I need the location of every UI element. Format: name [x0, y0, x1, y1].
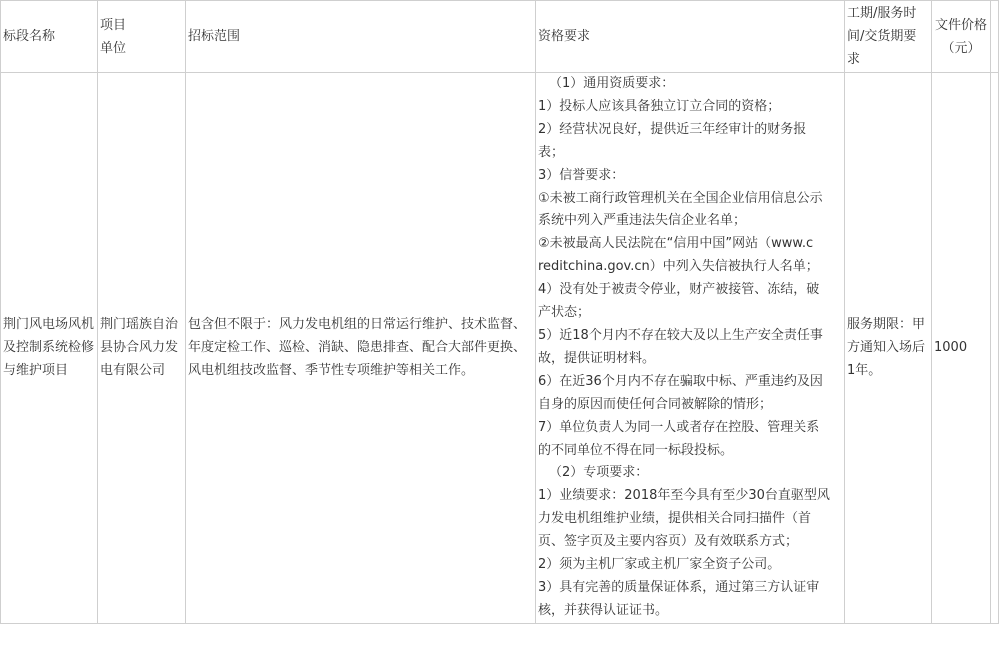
qualification-line: reditchina.gov.cn）中列入失信被执行人名单； [538, 259, 819, 275]
qualification-line: 力发电机组维护业绩，提供相关合同扫描件（首 [538, 511, 812, 527]
qualification-line: 3）信誉要求： [538, 167, 625, 183]
qualification-line: 故，提供证明材料。 [538, 350, 656, 366]
qualification-line: 核，并获得认证证书。 [538, 602, 669, 618]
header-project-unit: 项目 单位 [98, 1, 186, 73]
cell-blank [991, 73, 999, 624]
qualification-line: 4）没有处于被责令停业，财产被接管、冻结，破 [538, 282, 820, 298]
cell-section-name: 荆门风电场风机及控制系统检修与维护项目 [1, 73, 98, 624]
header-blank [991, 1, 999, 73]
qualification-line: ②未被最高人民法院在“信用中国”网站（www.c [538, 236, 814, 252]
cell-project-unit: 荆门瑶族自治县协合风力发电有限公司 [98, 73, 186, 624]
header-scope: 招标范围 [186, 1, 536, 73]
qualification-line: 产状态； [538, 305, 591, 321]
qualification-line: （2）专项要求： [549, 465, 649, 481]
qualification-line: 2）经营状况良好，提供近三年经审计的财务报 [538, 121, 807, 137]
qualification-line: 系统中列入严重违法失信企业名单； [538, 213, 747, 229]
qualification-line: 的不同单位不得在同一标段投标。 [538, 442, 734, 458]
qualification-line: 7）单位负责人为同一人或者存在控股、管理关系 [538, 419, 820, 435]
qualification-line: 3）具有完善的质量保证体系，通过第三方认证审 [538, 579, 820, 595]
cell-scope: 包含但不限于：风力发电机组的日常运行维护、技术监督、年度定检工作、巡检、消缺、隐患排查、配合大部件更换、风电机组技改监督、季节性专项维护等相关工作。 [186, 73, 536, 624]
cell-qualification [536, 73, 845, 624]
qualification-line: 1）投标人应该具备独立订立合同的资格； [538, 98, 781, 114]
table-header-row [1, 1, 999, 73]
header-doc-price: 文件价格（元） [932, 1, 991, 73]
qualification-line: 5）近18个月内不存在较大及以上生产安全责任事 [538, 327, 823, 343]
qualification-line: 页、签字页及主要内容页）及有效联系方式； [538, 534, 799, 550]
qualification-line: （1）通用资质要求： [549, 76, 675, 91]
table-row [1, 73, 999, 624]
qualification-line: 2）须为主机厂家或主机厂家全资子公司。 [538, 557, 781, 573]
header-qualification: 资格要求 [536, 1, 845, 73]
qualification-line: 自身的原因而使任何合同被解除的情形； [538, 396, 773, 412]
header-section-name: 标段名称 [1, 1, 98, 73]
qualification-line: 6）在近36个月内不存在骗取中标、严重违约及因 [538, 373, 823, 389]
cell-doc-price: 1000 [932, 73, 991, 624]
header-duration: 工期/服务时间/交货期要求 [845, 1, 932, 73]
qualification-line: 1）业绩要求：2018年至今具有至少30台直驱型风 [538, 488, 830, 504]
qualification-line: ①未被工商行政管理机关在全国企业信用信息公示 [538, 190, 823, 206]
qualification-line: 表； [538, 144, 565, 160]
cell-duration: 服务期限：甲方通知入场后1年。 [845, 73, 932, 624]
